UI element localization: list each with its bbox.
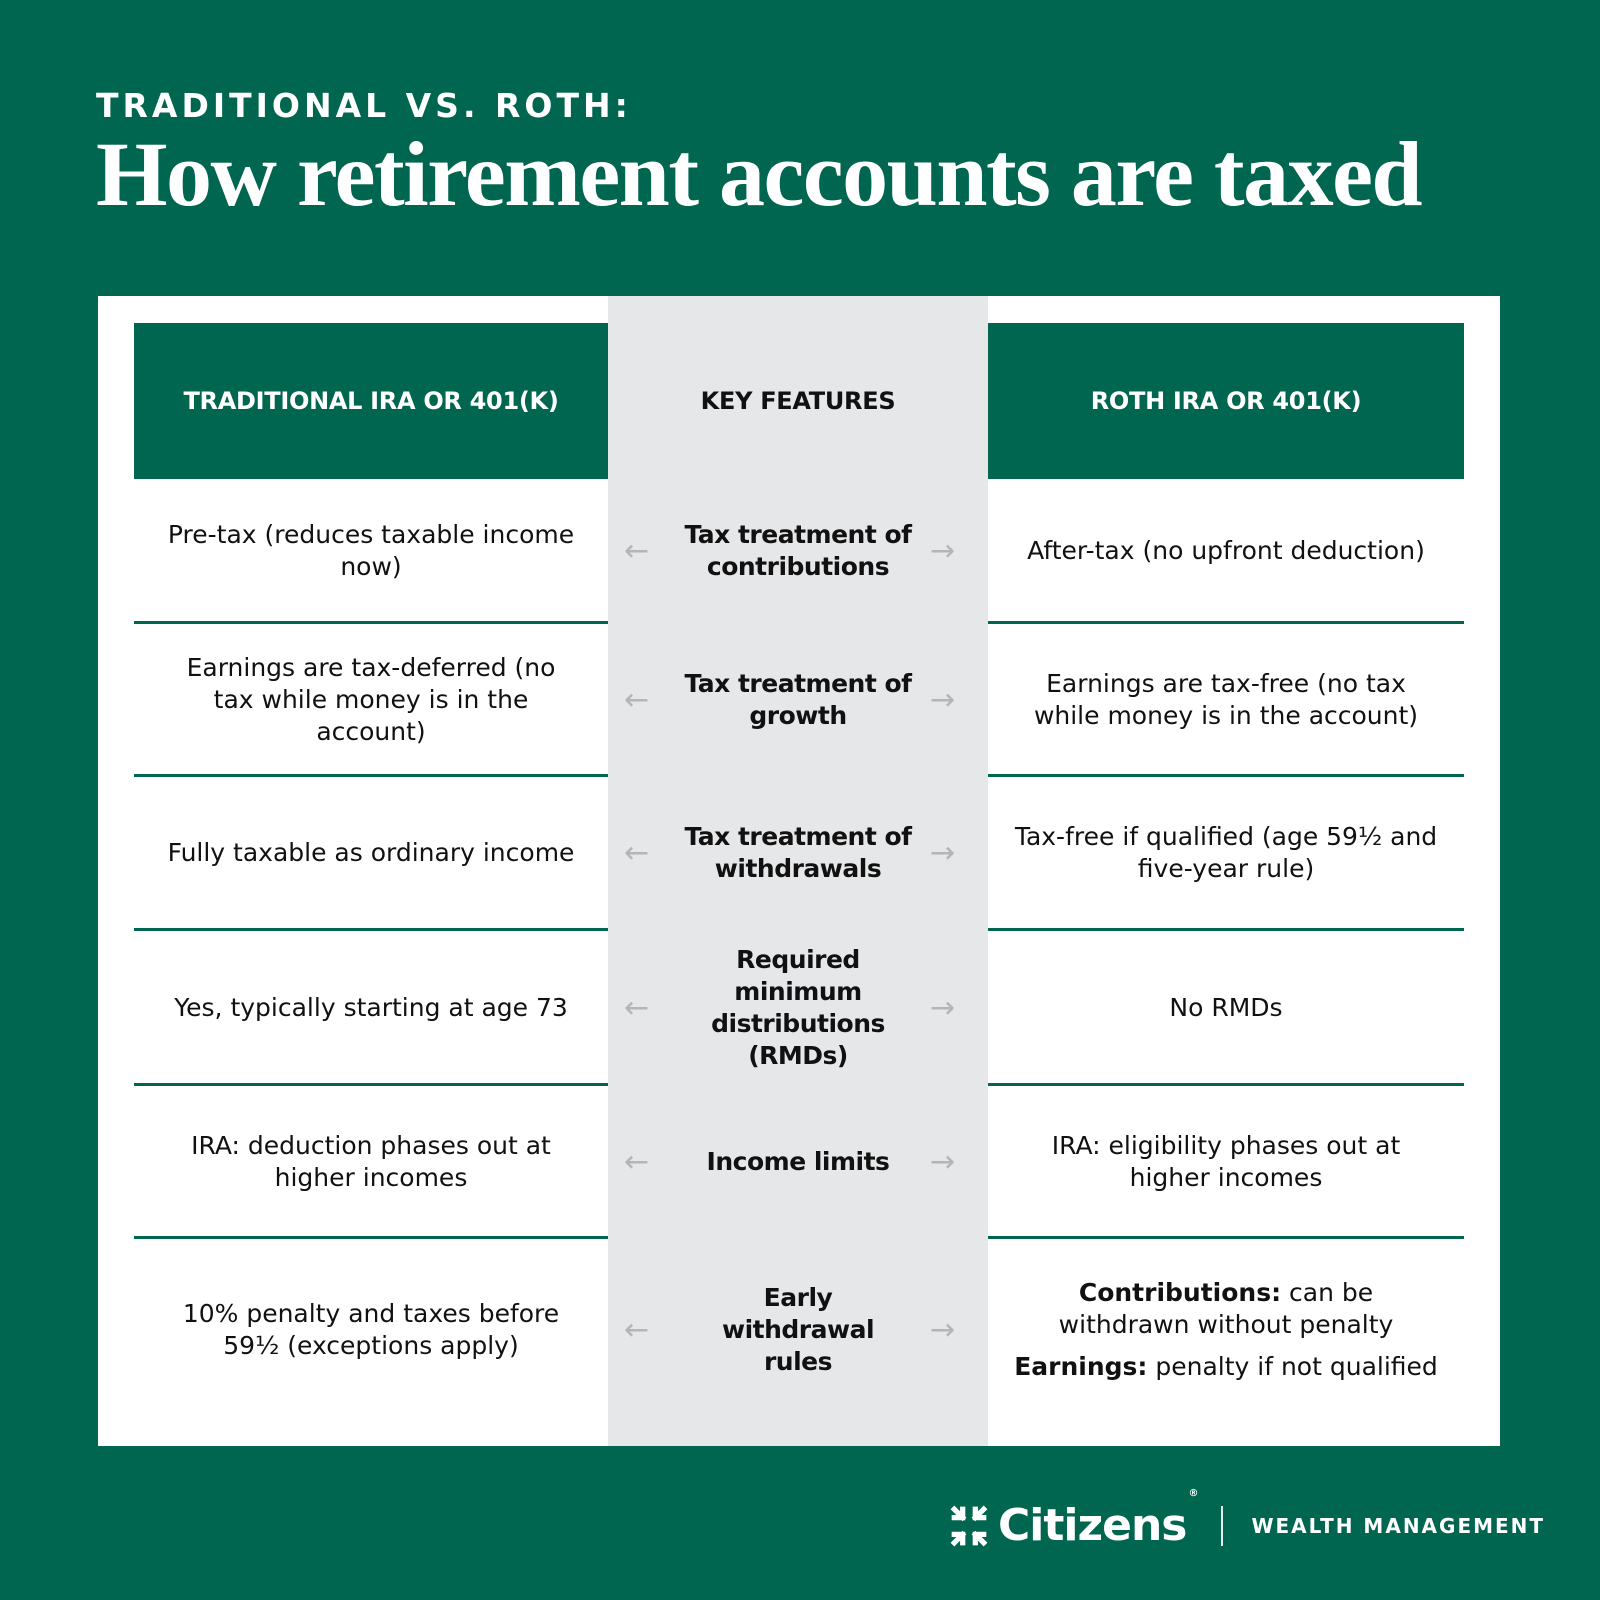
arrow-right-icon: → (930, 682, 956, 717)
table-row (134, 1086, 1464, 1237)
table-row (134, 931, 1464, 1084)
column-header-key-features: KEY FEATURES (700, 387, 896, 415)
feature-cell: Tax treatment of contributions (684, 519, 912, 581)
contributions-text: can be withdrawn without penalty (1058, 1277, 1394, 1339)
feature-cell: Income limits (706, 1146, 890, 1176)
arrow-left-icon: ← (624, 1312, 650, 1347)
roth-cell: Earnings are tax-free (no tax while money is in the account) (1033, 668, 1419, 730)
division-name: WEALTH MANAGEMENT (1251, 1513, 1546, 1538)
column-header-traditional: TRADITIONAL IRA OR 401(K) (134, 323, 608, 479)
arrow-right-icon: → (930, 835, 956, 871)
brand-name: Citizens® (998, 1488, 1198, 1551)
earnings-text: penalty if not qualified (1147, 1351, 1438, 1381)
roth-cell (988, 1239, 1464, 1420)
citizens-logo (948, 1488, 1546, 1551)
contributions-label: Contributions: (1078, 1277, 1282, 1307)
feature-cell: Early withdrawal rules (721, 1282, 875, 1376)
table-row (134, 479, 1464, 622)
eyebrow-heading: TRADITIONAL VS. ROTH: (96, 86, 632, 125)
arrow-right-icon: → (930, 1312, 956, 1347)
feature-cell: Tax treatment of withdrawals (684, 822, 912, 883)
traditional-cell: Fully taxable as ordinary income (167, 838, 575, 867)
citizens-arrows-icon (948, 1505, 990, 1547)
roth-cell: No RMDs (1169, 992, 1283, 1022)
roth-earnings-line (1014, 1351, 1438, 1383)
traditional-cell: IRA: deduction phases out at higher incomes (191, 1130, 551, 1192)
roth-cell: IRA: eligibility phases out at higher incomes (1051, 1130, 1401, 1192)
traditional-cell: Pre-tax (reduces taxable income now) (167, 519, 575, 581)
arrow-right-icon: → (930, 1144, 956, 1179)
earnings-label: Earnings: (1014, 1351, 1148, 1381)
roth-cell: After-tax (no upfront deduction) (1027, 535, 1425, 565)
arrow-right-icon: → (930, 533, 956, 568)
feature-cell: Required minimum distributions (RMDs) (711, 944, 885, 1070)
roth-contributions-line (1014, 1277, 1438, 1341)
arrow-right-icon: → (930, 990, 956, 1025)
table-row (134, 777, 1464, 929)
arrow-left-icon: ← (624, 1144, 650, 1179)
arrow-left-icon: ← (624, 533, 650, 568)
traditional-cell: Yes, typically starting at age 73 (174, 992, 568, 1022)
feature-cell: Tax treatment of growth (684, 668, 912, 730)
comparison-card (98, 296, 1500, 1446)
page-title: How retirement accounts are taxed (96, 123, 1422, 225)
registered-mark: ® (1188, 1488, 1198, 1499)
table-row (134, 1239, 1464, 1420)
arrow-left-icon: ← (624, 990, 650, 1025)
arrow-left-icon: ← (624, 682, 650, 717)
table-row (134, 624, 1464, 775)
arrow-left-icon: ← (624, 835, 650, 871)
traditional-cell: Earnings are tax-deferred (no tax while money is in the account) (186, 652, 556, 746)
roth-cell: Tax-free if qualified (age 59½ and five-year rule) (1014, 822, 1438, 883)
traditional-cell: 10% penalty and taxes before 59½ (exceptions apply) (182, 1298, 560, 1360)
logo-separator (1221, 1506, 1223, 1546)
column-header-roth: ROTH IRA OR 401(K) (988, 323, 1464, 479)
